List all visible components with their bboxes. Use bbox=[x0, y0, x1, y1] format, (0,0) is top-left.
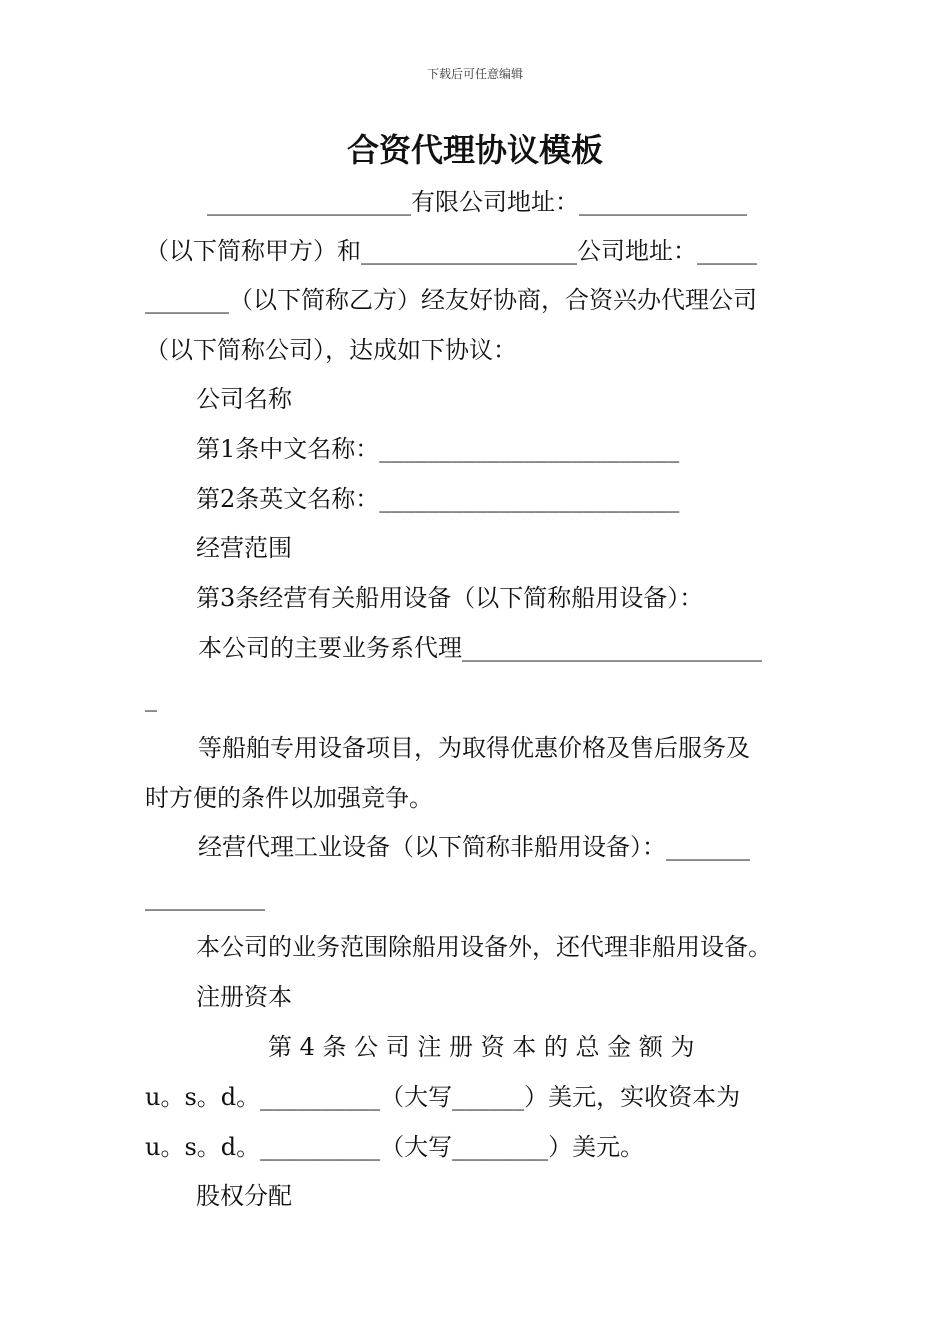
section-heading: 公司名称 bbox=[196, 385, 292, 413]
paragraph-line: 经营代理工业设备（以下简称非船用设备）：_______ bbox=[198, 833, 750, 861]
paragraph-line: _ bbox=[145, 684, 157, 712]
paragraph-line: 时方便的条件以加强竞争。 bbox=[145, 784, 433, 812]
paragraph-line: u。s。d。__________（大写______）美元，实收资本为 bbox=[145, 1083, 741, 1111]
section-heading: 注册资本 bbox=[196, 983, 292, 1011]
paragraph-line: 本公司的主要业务系代理_________________________ bbox=[198, 634, 762, 662]
paragraph-line: __________ bbox=[145, 883, 265, 911]
header-note: 下载后可任意编辑 bbox=[426, 67, 523, 81]
clause-line: 第2条英文名称：_________________________ bbox=[196, 485, 680, 513]
clause-line: 第 4 条 公 司 注 册 资 本 的 总 金 额 为 bbox=[268, 1033, 695, 1061]
clause-line: 第3条经营有关船用设备（以下简称船用设备）： bbox=[196, 584, 704, 612]
paragraph-line: （以下简称公司），达成如下协议： bbox=[145, 336, 517, 364]
paragraph-line: _________________有限公司地址：______________ bbox=[207, 188, 747, 216]
clause-line: 第1条中文名称：_________________________ bbox=[196, 435, 680, 463]
section-heading: 股权分配 bbox=[196, 1182, 292, 1210]
paragraph-line: _______（以下简称乙方）经友好协商，合资兴办代理公司 bbox=[145, 286, 757, 314]
section-heading: 经营范围 bbox=[196, 534, 292, 562]
paragraph-line: 等船舶专用设备项目，为取得优惠价格及售后服务及 bbox=[198, 734, 750, 762]
paragraph-line: u。s。d。__________（大写________）美元。 bbox=[145, 1133, 645, 1161]
document-title: 合资代理协议模板 bbox=[346, 131, 603, 169]
paragraph-line: （以下简称甲方）和__________________公司地址：_____ bbox=[145, 237, 757, 265]
paragraph-line: 本公司的业务范围除船用设备外，还代理非船用设备。 bbox=[196, 933, 772, 961]
